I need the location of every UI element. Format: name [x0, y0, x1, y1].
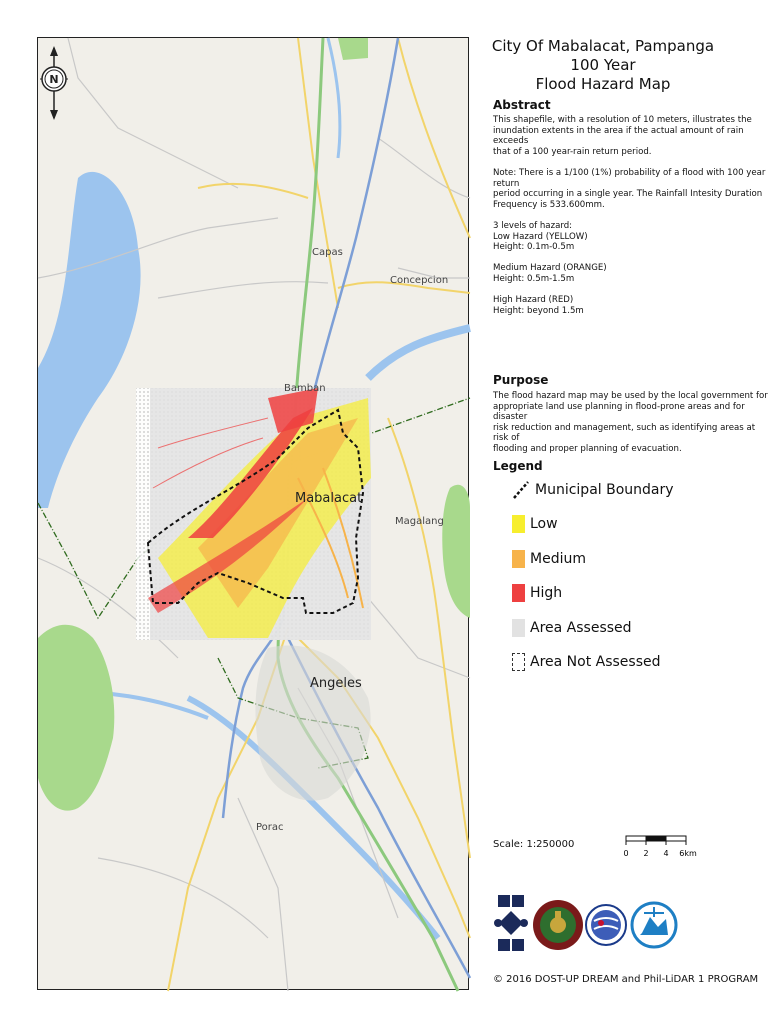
scale-tick: 6km [679, 849, 697, 858]
legend-label: Area Assessed [530, 620, 632, 636]
place-concepcion: Concepcion [390, 275, 449, 286]
scale-tick: 0 [623, 849, 629, 858]
boundary-line-icon [512, 480, 530, 500]
place-angeles: Angeles [310, 676, 362, 691]
place-capas: Capas [312, 247, 343, 258]
legend-label: Low [530, 516, 558, 532]
up-seal [533, 900, 583, 950]
map-canvas [38, 38, 470, 991]
river [368, 328, 470, 378]
logo-strip [492, 887, 682, 959]
info-panel [476, 37, 768, 997]
forest-area [38, 625, 114, 811]
scale-tick: 2 [643, 849, 649, 858]
abstract-text: This shapefile, with a resolution of 10 meters, illustrates the inundation extents in the area if the actual amount of rain exceeds that of a 100 year-rain return period. Note: There is a 1/100 (1%) probability of a flood with 100 year return period occurring in a single year. The Rainfall Intesity Duration Frequency is 533.600mm. 3 levels of hazard: Low Hazard (YELLOW) Height: 0.1m-0.5m Medium Hazard (ORANGE) Height: 0.5m-1.5m High Hazard (RED) Height: beyond 1.5m [493, 115, 766, 316]
legend-item-low [512, 514, 558, 534]
scale-bar [624, 834, 704, 862]
forest-area [338, 38, 368, 60]
purpose-text: The flood hazard map may be used by the local government for appropriate land use planning in flood-prone areas and for disaster risk reduction and management, such as identifying areas at risk of flooding and proper planning of evacuation. [493, 391, 768, 454]
legend-label: High [530, 585, 563, 601]
medium-swatch [512, 550, 525, 568]
legend-item-area-assessed [512, 618, 632, 638]
high-swatch [512, 584, 525, 602]
map-frame[interactable] [37, 37, 469, 990]
lake [38, 172, 141, 508]
forest-area [442, 485, 470, 618]
place-porac: Porac [256, 822, 284, 833]
copyright: © 2016 DOST-UP DREAM and Phil-LiDAR 1 PROGRAM [493, 974, 759, 985]
scale-label: Scale: 1:250000 [493, 839, 575, 850]
phil-lidar-1-logo [586, 905, 626, 945]
area-not-assessed-swatch [512, 653, 525, 671]
low-swatch [512, 515, 525, 533]
map-title-line1: City Of Mabalacat, Pampanga 100 Year [491, 37, 715, 74]
place-magalang: Magalang [395, 516, 444, 527]
legend-item-area-not-assessed [512, 652, 661, 672]
scale-tick: 4 [663, 849, 669, 858]
north-arrow [40, 46, 68, 120]
map-title-line2: Flood Hazard Map [535, 75, 671, 93]
north-letter: N [49, 73, 59, 86]
purpose-heading: Purpose [493, 373, 549, 387]
legend-item-medium [512, 549, 586, 569]
legend-item-high [512, 583, 562, 603]
urban-area [255, 645, 370, 800]
legend-label: Medium [530, 551, 586, 567]
legend-label: Area Not Assessed [530, 654, 661, 670]
dost-logo [492, 891, 530, 957]
legend-item-municipal-boundary [512, 480, 674, 500]
dream-program-logo [632, 903, 676, 947]
legend-heading: Legend [493, 459, 543, 473]
place-bamban: Bamban [284, 383, 326, 394]
river [328, 38, 340, 158]
abstract-heading: Abstract [493, 98, 551, 112]
legend-label: Municipal Boundary [535, 482, 674, 498]
map-title [476, 37, 730, 94]
area-assessed-swatch [512, 619, 525, 637]
place-mabalacat: Mabalacat [295, 491, 363, 506]
